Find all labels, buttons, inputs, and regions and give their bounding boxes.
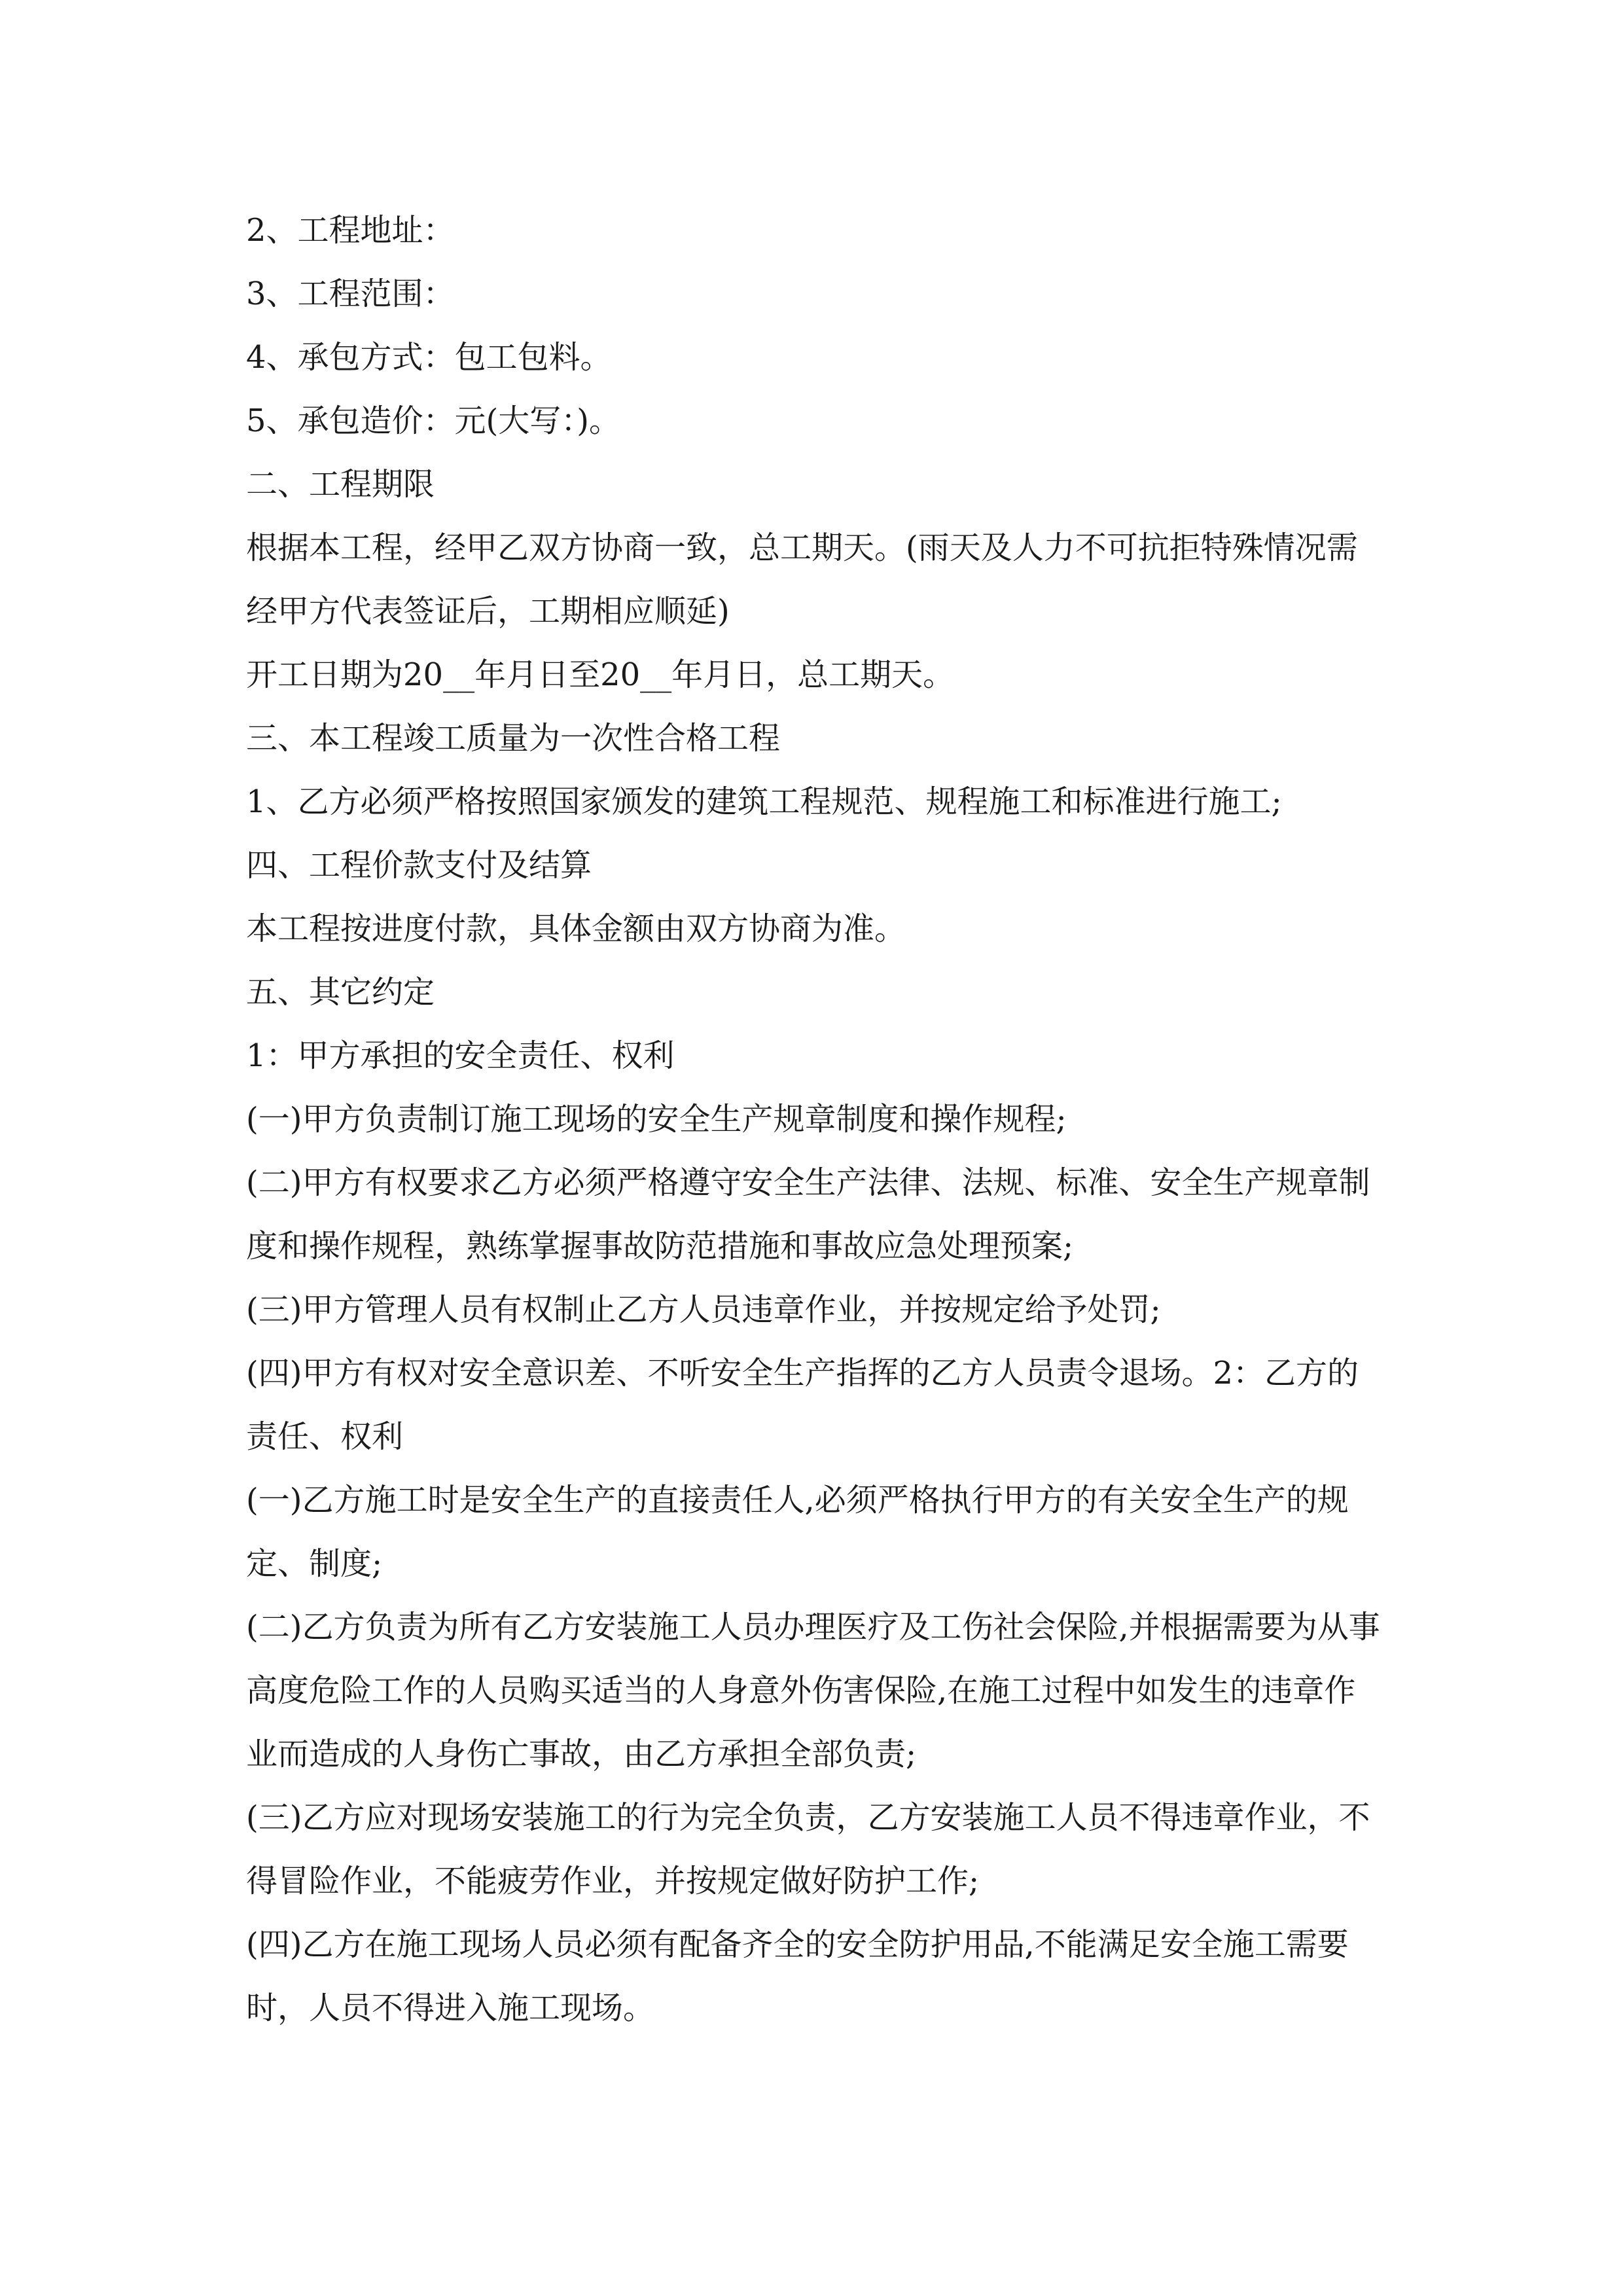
clause-3-project-scope: 3、工程范围： bbox=[246, 276, 455, 312]
party-b-item-2: (二)乙方负责为所有乙方安装施工人员办理医疗及工伤社会保险,并根据需要为从事高度危险工作的人员购买适当的人身意外伤害保险,在施工过程中如发生的违章作业而造成的人身伤亡事故，由乙方承担全部负责; bbox=[246, 1609, 1380, 1772]
party-a-item-1: (一)甲方负责制订施工现场的安全生产规章制度和操作规程; bbox=[246, 1101, 1067, 1138]
section-heading-3-quality: 三、本工程竣工质量为一次性合格工程 bbox=[246, 720, 781, 757]
party-a-item-4: (四)甲方有权对安全意识差、不听安全生产指挥的乙方人员责令退场。2：乙方的责任、权利 bbox=[246, 1355, 1359, 1455]
party-a-heading: 1：甲方承担的安全责任、权利 bbox=[246, 1037, 675, 1074]
section-heading-4-payment: 四、工程价款支付及结算 bbox=[246, 847, 592, 884]
start-date-text: 开工日期为20__年月日至20__年月日，总工期天。 bbox=[246, 656, 955, 693]
party-b-item-4: (四)乙方在施工现场人员必须有配备齐全的安全防护用品,不能满足安全施工需要时，人员不得进入施工现场。 bbox=[246, 1926, 1349, 2026]
document-body bbox=[246, 199, 1385, 2040]
party-a-item-3: (三)甲方管理人员有权制止乙方人员违章作业，并按规定给予处罚; bbox=[246, 1291, 1161, 1328]
party-b-item-3: (三)乙方应对现场安装施工的行为完全负责，乙方安装施工人员不得违章作业，不得冒险作业，不能疲劳作业，并按规定做好防护工作; bbox=[246, 1799, 1370, 1899]
payment-text: 本工程按进度付款，具体金额由双方协商为准。 bbox=[246, 910, 906, 947]
section-heading-5-other: 五、其它约定 bbox=[246, 974, 435, 1011]
clause-4-contract-method: 4、承包方式：包工包料。 bbox=[246, 339, 612, 376]
party-b-item-1: (一)乙方施工时是安全生产的直接责任人,必须严格执行甲方的有关安全生产的规定、制度; bbox=[246, 1482, 1349, 1582]
duration-text: 根据本工程，经甲乙双方协商一致，总工期天。(雨天及人力不可抗拒特殊情况需经甲方代表签证后，工期相应顺延) bbox=[246, 529, 1358, 630]
section-heading-2-duration: 二、工程期限 bbox=[246, 466, 435, 503]
party-a-item-2: (二)甲方有权要求乙方必须严格遵守安全生产法律、法规、标准、安全生产规章制度和操作规程，熟练掌握事故防范措施和事故应急处理预案; bbox=[246, 1164, 1370, 1265]
clause-2-project-address: 2、工程地址： bbox=[246, 212, 455, 249]
clause-5-contract-price: 5、承包造价：元(大写：)。 bbox=[246, 403, 620, 439]
quality-clause-1: 1、乙方必须严格按照国家颁发的建筑工程规范、规程施工和标准进行施工; bbox=[246, 783, 1282, 820]
